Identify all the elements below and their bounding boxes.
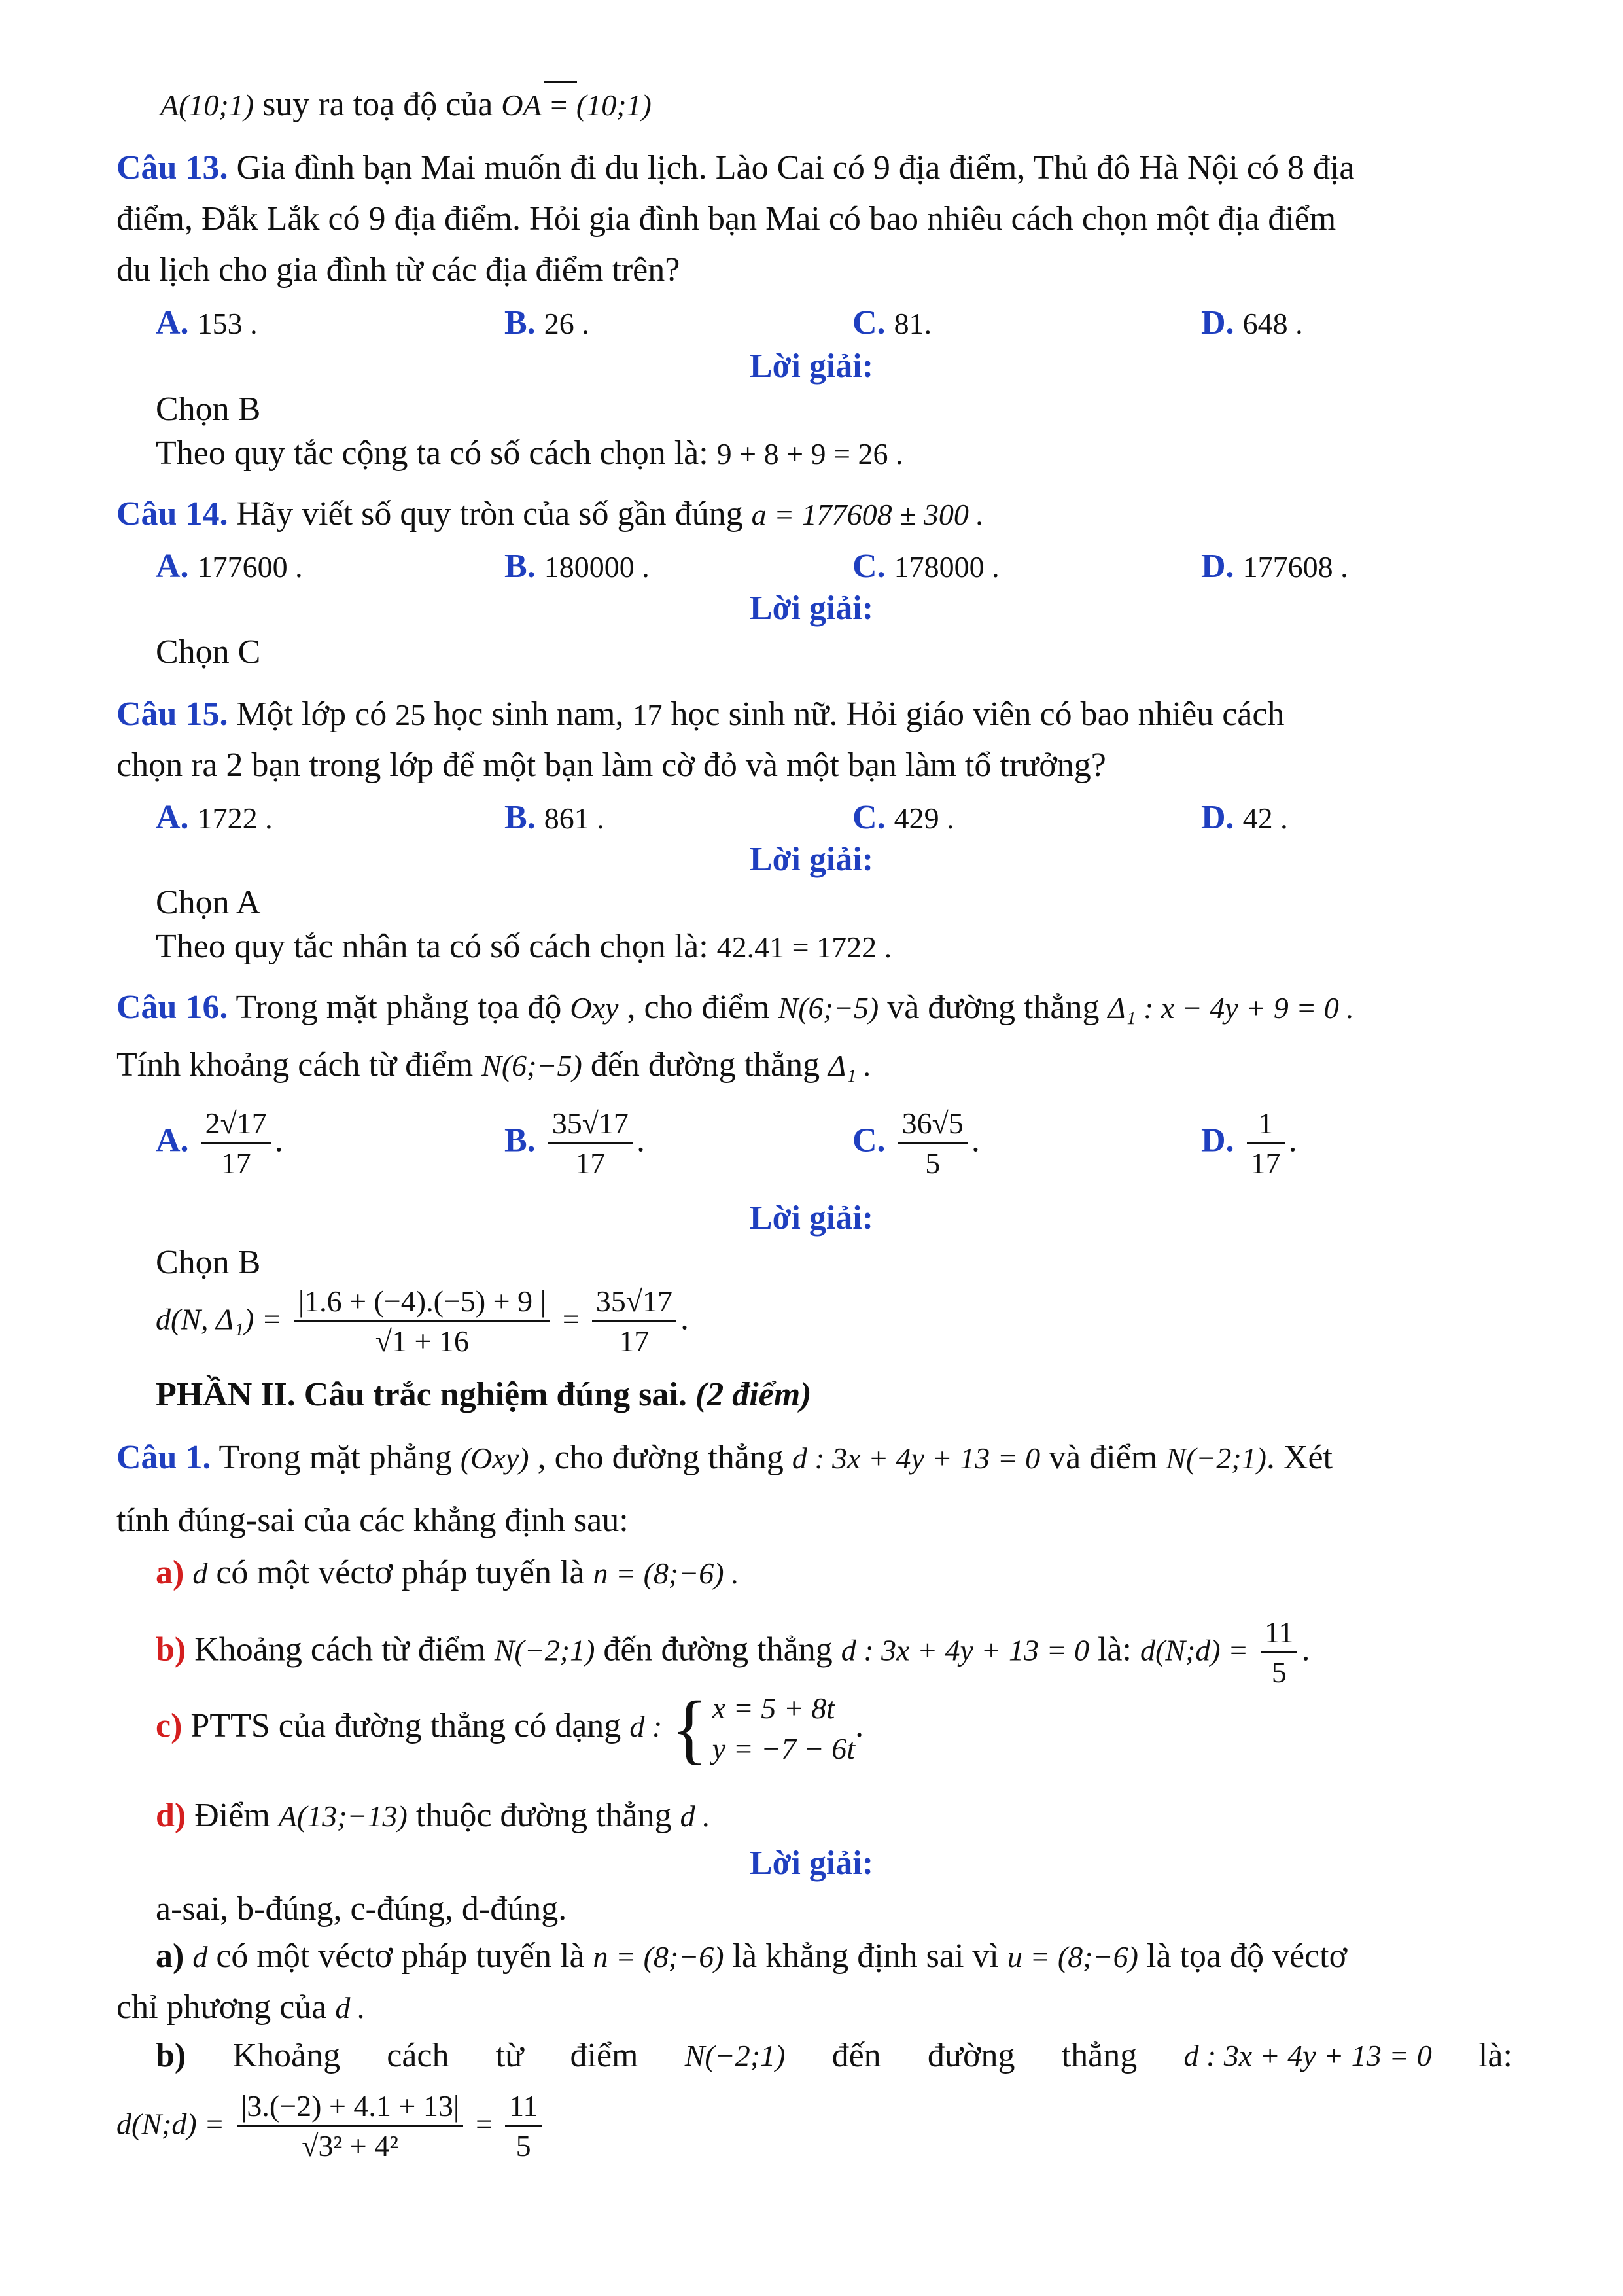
line-d: d : 3x + 4y + 13 = 0 — [841, 1633, 1089, 1667]
frac-num: 36√5 — [898, 1104, 968, 1144]
option-value: 429 . — [894, 802, 954, 835]
frac-den: 17 — [619, 1324, 650, 1358]
q16-line: Δ₁ . — [828, 1049, 872, 1082]
statement-text: Khoảng cách từ điểm — [186, 1631, 495, 1669]
q13-label: Câu 13. — [116, 149, 228, 186]
q15-line-1 — [116, 694, 1284, 736]
p2q1-point: N(−2;1) — [1166, 1441, 1266, 1475]
q14-option-a — [156, 546, 303, 588]
q13-solution-title: Lời giải: — [749, 347, 874, 385]
q15-option-c — [852, 797, 954, 839]
solution-text: là tọa độ véctơ — [1138, 1937, 1348, 1975]
q15-num-boys: 25 — [395, 698, 426, 732]
part2-heading — [156, 1374, 811, 1416]
q13-choice: Chọn B — [156, 391, 261, 428]
word: Khoảng — [232, 2037, 341, 2074]
option-label: B. — [504, 304, 536, 342]
distance-fraction — [237, 2087, 463, 2165]
p2q1-oxy: (Oxy) — [460, 1441, 529, 1475]
option-label: B. — [504, 1122, 536, 1159]
frac-num: 35√17 — [592, 1282, 676, 1322]
q16-text: đến đường thẳng — [582, 1046, 829, 1084]
option-fraction — [1247, 1104, 1285, 1182]
q13-text-2: điểm, Đắk Lắk có 9 địa điểm. Hỏi gia đình bạn Mai có bao nhiêu cách chọn một địa điểm — [116, 200, 1336, 238]
q14-line-1 — [116, 493, 984, 536]
solution-text: là khẳng định sai vì — [724, 1937, 1007, 1975]
q15-explain-text: Theo quy tắc nhân ta có số cách chọn là: — [156, 928, 717, 965]
frac-den: 5 — [925, 1146, 941, 1180]
q13-option-a — [156, 302, 258, 345]
solution-label: a) — [156, 1937, 184, 1975]
q15-text: học sinh nữ. Hỏi giáo viên có bao nhiêu cách — [662, 696, 1285, 733]
p2q1-statement-d — [156, 1795, 710, 1837]
q13-line-1 — [116, 147, 1354, 189]
option-value: 177600 . — [197, 550, 303, 584]
q15-option-b — [504, 797, 604, 839]
statement-label: b) — [156, 1631, 186, 1669]
q15-num-girls: 17 — [632, 698, 663, 732]
q16-formula: d(N, Δ₁) = $\frac{|1.6 + (-4).(-5) + 9 |}{√1 + 16}$ = $\frac{35√17}{17}$ . — [156, 1282, 689, 1360]
q16-line-1 — [116, 987, 1354, 1029]
q16-line-2 — [116, 1044, 871, 1087]
word: thẳng — [1061, 2037, 1138, 2074]
q13-explain-math: 9 + 8 + 9 = 26 . — [716, 437, 903, 470]
q16-choice: Chọn B — [156, 1244, 261, 1281]
word: điểm — [570, 2037, 638, 2074]
frac-num: |1.6 + (−4).(−5) + 9 | — [294, 1282, 550, 1322]
word: đường — [927, 2037, 1015, 2074]
q16-option-a: A. $\frac{2√17}{17}$ . — [156, 1104, 283, 1182]
q15-choice: Chọn A — [156, 884, 261, 921]
option-value: 177608 . — [1242, 550, 1348, 584]
q15-label: Câu 15. — [116, 696, 228, 733]
statement-label: a) — [156, 1554, 184, 1591]
q14-text-1: Hãy viết số quy tròn của số gần đúng — [228, 495, 752, 533]
q15-option-a — [156, 797, 273, 839]
param-eq-y: y = −7 − 6t — [712, 1732, 856, 1765]
statement-label: d) — [156, 1797, 186, 1834]
formula-fraction — [294, 1282, 550, 1360]
vector-arrow-oa — [544, 81, 577, 83]
p2q1-statement-b: b) Khoảng cách từ điểm N(−2;1) đến đường thẳng d : 3x + 4y + 13 = 0 là: d(N;d) = $\frac{11}{5}$ . — [156, 1614, 1310, 1691]
q15-text: Một lớp có — [228, 696, 396, 733]
q14-option-c — [852, 546, 1000, 588]
frac-num: 11 — [1261, 1614, 1297, 1653]
p2q1-text: , cho đường thẳng — [529, 1439, 792, 1476]
q13-text-3: du lịch cho gia đình từ các địa điểm trên? — [116, 251, 680, 289]
statement-text: là: — [1089, 1631, 1140, 1669]
q15-line-2: chọn ra 2 bạn trong lớp để một bạn làm cờ đỏ và một bạn làm tổ trưởng? — [116, 747, 1106, 784]
p2q1-solution-a-cont — [116, 1987, 365, 2029]
frac-den: 17 — [575, 1146, 606, 1180]
q14-option-b — [504, 546, 650, 588]
var-d: d — [192, 1557, 208, 1590]
q16-option-c: C. $\frac{36√5}{5}$ . — [852, 1104, 980, 1182]
q15-option-d — [1201, 797, 1288, 839]
option-value: 178000 . — [894, 550, 1000, 584]
frac-num: 1 — [1247, 1104, 1285, 1144]
p2q1-statement-c: c) PTTS của đường thẳng có dạng d : { x = 5 + 8t y = −7 − 6t . — [156, 1685, 864, 1772]
frac-den: 17 — [1250, 1146, 1281, 1180]
option-label: A. — [156, 304, 189, 342]
point-a: A(13;−13) — [278, 1799, 408, 1833]
q13-option-c — [852, 302, 932, 345]
formula-result — [592, 1282, 676, 1360]
formula-eq: = — [562, 1302, 580, 1336]
option-label: C. — [852, 799, 886, 836]
frac-den: 17 — [220, 1146, 251, 1180]
var-d: d : — [629, 1709, 663, 1743]
distance-result — [505, 2087, 542, 2165]
part2-points: (2 điểm) — [695, 1376, 812, 1413]
q14-choice: Chọn C — [156, 633, 261, 671]
intro-line — [160, 84, 652, 126]
q15-explain — [156, 926, 892, 968]
option-value: 26 . — [544, 307, 589, 340]
statement-text: có một véctơ pháp tuyến là — [207, 1554, 593, 1591]
p2q1-text: . Xét — [1266, 1439, 1333, 1476]
frac-num: 11 — [505, 2087, 542, 2127]
p2q1-label: Câu 1. — [116, 1439, 211, 1476]
direction-vector: u = (8;−6) — [1007, 1940, 1138, 1973]
p2q1-statement-a — [156, 1552, 739, 1595]
p2q1-answer: a-sai, b-đúng, c-đúng, d-đúng. — [156, 1890, 567, 1928]
option-label: D. — [1201, 548, 1234, 585]
option-label: C. — [852, 304, 886, 342]
option-value: 180000 . — [544, 550, 650, 584]
solution-text: có một véctơ pháp tuyến là — [207, 1937, 593, 1975]
option-value: 42 . — [1242, 802, 1288, 835]
option-value: 648 . — [1242, 307, 1303, 340]
q15-text: học sinh nam, — [425, 696, 633, 733]
q15-explain-math: 42.41 = 1722 . — [716, 930, 892, 964]
var-d: d . — [335, 1991, 366, 2024]
option-fraction — [548, 1104, 633, 1182]
q16-line-eq: Δ₁ : x − 4y + 9 = 0 . — [1108, 991, 1354, 1025]
option-label: A. — [156, 799, 189, 836]
formula-eq: = — [476, 2107, 493, 2141]
q13-line-2 — [116, 198, 1336, 240]
frac-num: 35√17 — [548, 1104, 633, 1144]
word: đến — [831, 2037, 881, 2074]
frac-den: 5 — [515, 2129, 531, 2163]
q16-oxy: Oxy — [570, 991, 619, 1025]
p2q1-solution-title: Lời giải: — [749, 1845, 874, 1882]
normal-vector: n = (8;−6) . — [593, 1557, 739, 1590]
q16-text: Tính khoảng cách từ điểm — [116, 1046, 482, 1084]
p2q1-line-eq: d : 3x + 4y + 13 = 0 — [792, 1441, 1041, 1475]
q14-solution-title: Lời giải: — [749, 590, 874, 627]
distance-fraction — [1261, 1614, 1297, 1691]
q16-option-d: D. $\frac{1}{17}$ . — [1201, 1104, 1297, 1182]
p2q1-text: Trong mặt phẳng — [211, 1439, 461, 1476]
q16-point: N(6;−5) — [481, 1049, 582, 1082]
q16-text: , cho điểm — [618, 989, 778, 1026]
option-value: 861 . — [544, 802, 604, 835]
q14-math: a = 177608 ± 300 . — [751, 498, 984, 531]
q14-label: Câu 14. — [116, 495, 228, 533]
formula-lhs: d(N, Δ₁) = — [156, 1302, 282, 1336]
point-n: N(−2;1) — [684, 2039, 786, 2072]
distance-lhs: d(N;d) = — [1140, 1633, 1249, 1667]
option-label: A. — [156, 548, 189, 585]
parametric-system — [712, 1688, 855, 1769]
statement-text: đến đường thẳng — [595, 1631, 841, 1669]
frac-den: 5 — [1271, 1655, 1287, 1689]
line-d: d : 3x + 4y + 13 = 0 — [1183, 2039, 1432, 2072]
statement-text: thuộc đường thẳng — [407, 1797, 680, 1834]
option-label: D. — [1201, 799, 1234, 836]
q13-explain-text: Theo quy tắc cộng ta có số cách chọn là: — [156, 434, 717, 472]
q13-option-d — [1201, 302, 1303, 345]
p2q1-line-1 — [116, 1437, 1333, 1479]
option-value: 1722 . — [197, 802, 273, 835]
frac-den: √1 + 16 — [375, 1324, 469, 1358]
intro-vector: OA = (10;1) — [501, 88, 652, 122]
q13-option-b — [504, 302, 589, 345]
point-n: N(−2;1) — [494, 1633, 595, 1667]
statement-label: c) — [156, 1706, 183, 1744]
option-label: A. — [156, 1122, 189, 1159]
intro-point: A(10;1) — [160, 88, 254, 122]
word: từ — [495, 2037, 524, 2074]
part2-title: PHẦN II. Câu trắc nghiệm đúng sai. — [156, 1376, 695, 1413]
var-d: d . — [680, 1799, 710, 1833]
q16-text: và đường thẳng — [879, 989, 1108, 1026]
p2q1-solution-b — [156, 2035, 1512, 2077]
solution-label: b) — [156, 2037, 186, 2074]
p2q1-text: và điểm — [1040, 1439, 1166, 1476]
option-fraction — [201, 1104, 271, 1182]
statement-text: PTTS của đường thẳng có dạng — [182, 1706, 630, 1744]
statement-text: Điểm — [186, 1797, 279, 1834]
option-label: B. — [504, 799, 536, 836]
q14-option-d — [1201, 546, 1348, 588]
normal-vector: n = (8;−6) — [593, 1940, 724, 1973]
q16-text: Trong mặt phẳng tọa độ — [228, 989, 570, 1026]
p2q1-solution-a — [156, 1935, 1347, 1978]
p2q1-solution-b-formula — [116, 2087, 546, 2165]
option-label: C. — [852, 548, 886, 585]
param-eq-x: x = 5 + 8t — [712, 1691, 835, 1725]
word: cách — [387, 2037, 449, 2074]
q16-solution-title: Lời giải: — [749, 1199, 874, 1237]
frac-num: 2√17 — [201, 1104, 271, 1144]
var-d: d — [192, 1940, 208, 1973]
q16-option-b: B. $\frac{35√17}{17}$ . — [504, 1104, 645, 1182]
solution-text: chỉ phương của — [116, 1988, 336, 2026]
option-label: D. — [1201, 1122, 1234, 1159]
q16-point: N(6;−5) — [778, 991, 879, 1025]
q13-explain — [156, 433, 903, 475]
intro-text: suy ra toạ độ của — [254, 86, 502, 123]
q13-line-3 — [116, 249, 680, 291]
q16-label: Câu 16. — [116, 989, 228, 1026]
option-label: B. — [504, 548, 536, 585]
option-value: 81. — [894, 307, 932, 340]
p2q1-line-2: tính đúng-sai của các khẳng định sau: — [116, 1502, 629, 1539]
option-fraction — [898, 1104, 968, 1182]
distance-lhs: d(N;d) = — [116, 2107, 225, 2141]
option-label: C. — [852, 1122, 886, 1159]
q15-solution-title: Lời giải: — [749, 841, 874, 878]
q13-text-1: Gia đình bạn Mai muốn đi du lịch. Lào Cai có 9 địa điểm, Thủ đô Hà Nội có 8 địa — [228, 149, 1355, 186]
option-value: 153 . — [197, 307, 258, 340]
frac-den: √3² + 4² — [302, 2129, 399, 2163]
option-label: D. — [1201, 304, 1234, 342]
word: là: — [1478, 2037, 1512, 2074]
brace-symbol: { — [671, 1685, 708, 1772]
frac-num: |3.(−2) + 4.1 + 13| — [237, 2087, 463, 2127]
